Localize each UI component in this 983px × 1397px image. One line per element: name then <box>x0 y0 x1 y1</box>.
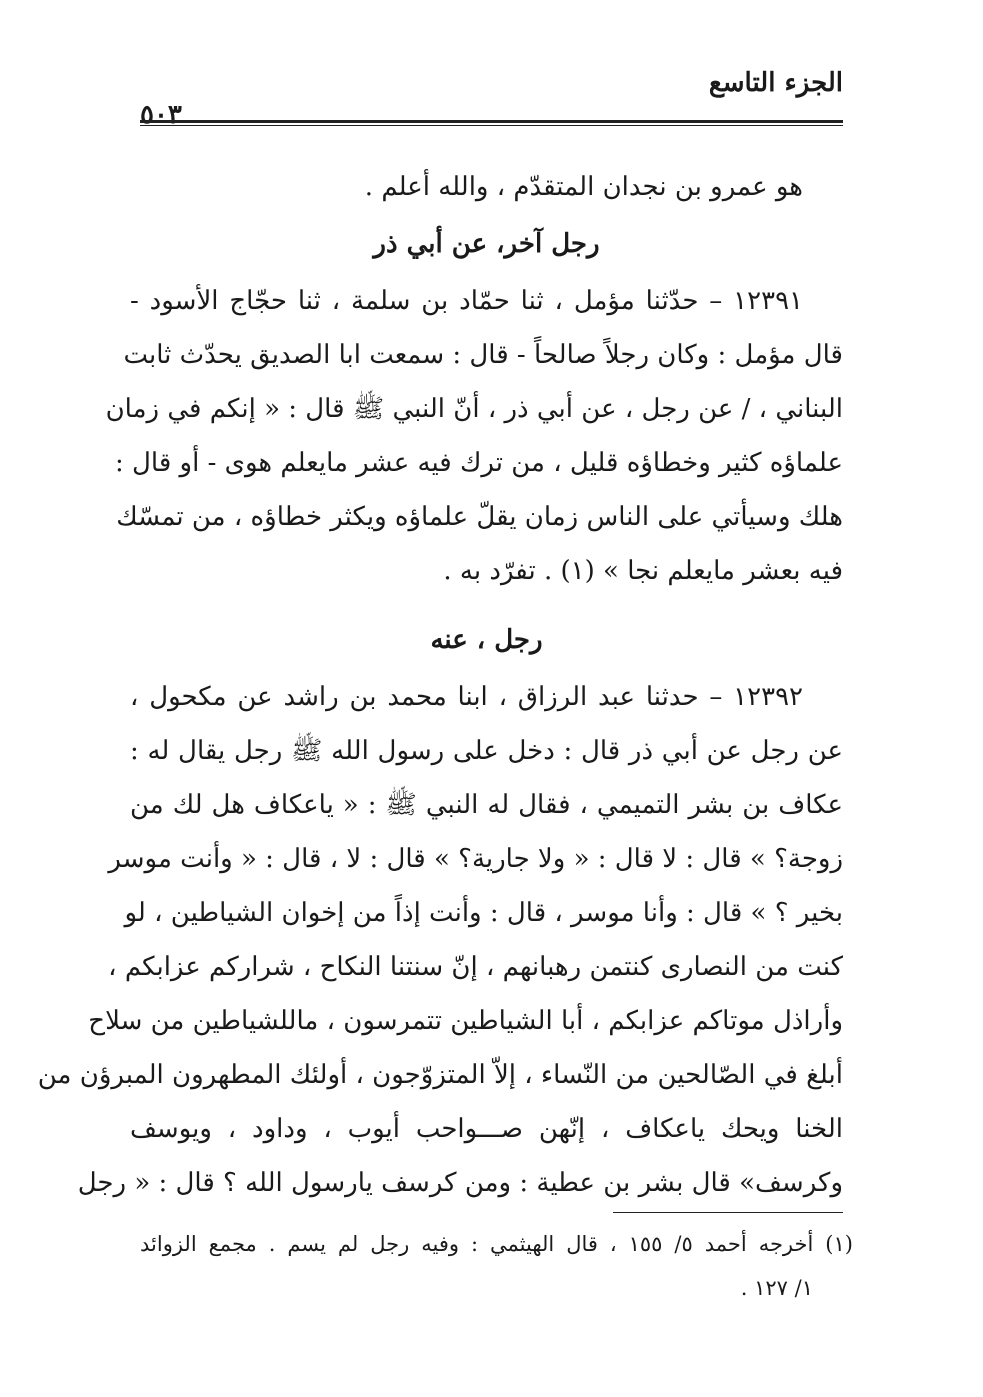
hadith-line: بخير ؟ » قال : وأنا موسر ، قال : وأنت إذاً من إخوان الشياطين ، لو <box>124 898 843 928</box>
hadith-line: الخنا ويحك ياعكاف ، إنّهن صـــواحب أيوب ، وداود ، ويوسف <box>130 1114 843 1144</box>
hadith-line: وكرسف» قال بشر بن عطية : ومن كرسف يارسول الله ؟ قال : « رجل <box>77 1168 843 1198</box>
header-rule-thin <box>140 125 843 126</box>
main-text <box>37 160 843 1210</box>
hadith-line: قال مؤمل : وكان رجلاً صالحاً - قال : سمعت ابا الصديق يحدّث ثابت <box>123 340 843 370</box>
running-head <box>140 68 843 130</box>
section-heading: رجل ، عنه <box>430 625 543 655</box>
footnote <box>140 1222 853 1310</box>
footnote-separator <box>613 1212 843 1213</box>
hadith-line: عن رجل عن أبي ذر قال : دخل على رسول الله ﷺ رجل يقال له : <box>130 736 843 766</box>
section-heading: رجل آخر، عن أبي ذر <box>373 229 600 259</box>
volume-title: الجزء التاسع <box>708 68 843 98</box>
hadith-line: ١٢٣٩٢ – حدثنا عبد الرزاق ، ابنا محمد بن راشد عن مكحول ، <box>130 682 803 712</box>
hadith-line: كنت من النصارى كنتمن رهبانهم ، إنّ سنتنا النكاح ، شراركم عزابكم ، <box>108 952 843 982</box>
footnote-line: ١/ ١٢٧ . <box>740 1276 813 1300</box>
text-line: هو عمرو بن نجدان المتقدّم ، والله أعلم . <box>364 172 803 202</box>
hadith-line: البناني ، / عن رجل ، عن أبي ذر ، أنّ النبي ﷺ قال : « إنكم في زمان <box>105 394 843 424</box>
hadith-line: علماؤه كثير وخطاؤه قليل ، من ترك فيه عشر مايعلم هوى - أو قال : <box>115 448 843 478</box>
hadith-line: فيه بعشر مايعلم نجا » (١) . تفرّد به . <box>443 556 843 586</box>
header-rule <box>140 120 843 123</box>
footnote-line: (١) أخرجه أحمد ٥/ ١٥٥ ، قال الهيثمي : وفيه رجل لم يسم . مجمع الزوائد <box>140 1232 853 1256</box>
hadith-line: ١٢٣٩١ – حدّثنا مؤمل ، ثنا حمّاد بن سلمة ، ثنا حجّاج الأسود - <box>130 286 803 316</box>
page-number: ٥٠٣ <box>140 100 182 130</box>
hadith-line: هلك وسيأتي على الناس زمان يقلّ علماؤه ويكثر خطاؤه ، من تمسّك <box>116 502 843 532</box>
hadith-line: عكاف بن بشر التميمي ، فقال له النبي ﷺ : « ياعكاف هل لك من <box>130 790 843 820</box>
hadith-line: أبلغ في الصّالحين من النّساء ، إلاّ المتزوّجون ، أولئك المطهرون المبرؤن من <box>37 1060 843 1090</box>
hadith-line: وأراذل موتاكم عزابكم ، أبا الشياطين تتمرسون ، ماللشياطين من سلاح <box>88 1006 843 1036</box>
hadith-line: زوجة؟ » قال : لا قال : « ولا جارية؟ » قال : لا ، قال : « وأنت موسر <box>108 844 843 874</box>
